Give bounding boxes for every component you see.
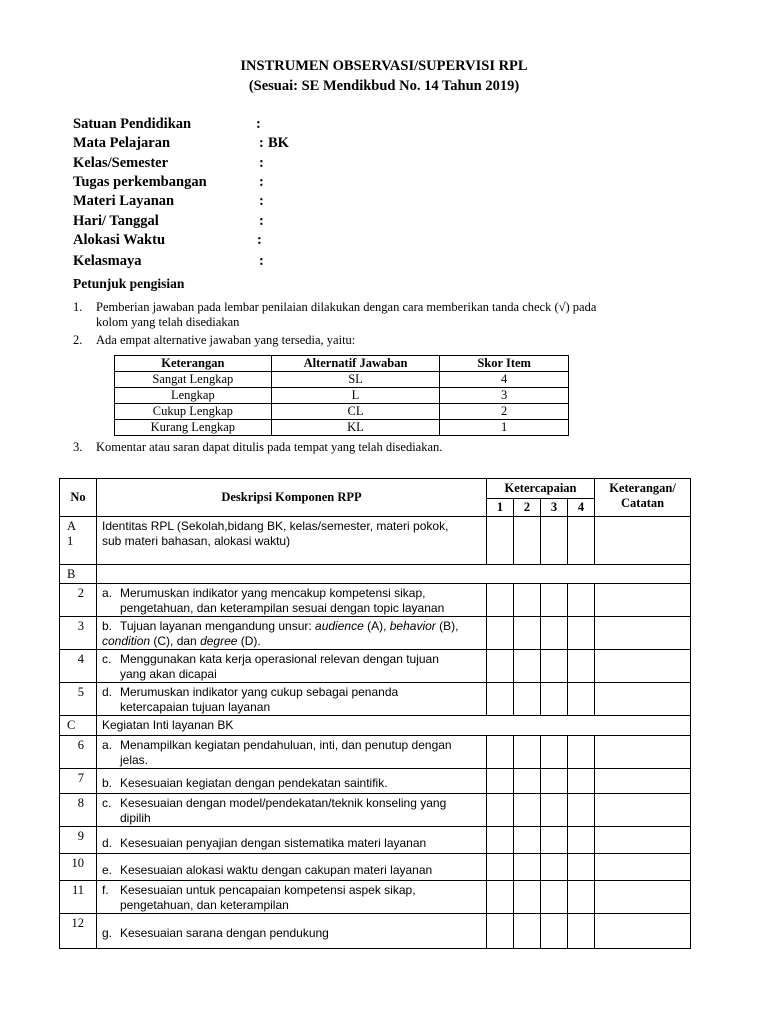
score-cell-4[interactable] xyxy=(568,650,595,683)
item-letter: f. xyxy=(102,883,109,897)
score-cell-1[interactable] xyxy=(487,683,514,716)
table-cell: L xyxy=(271,388,440,404)
table-cell: SL xyxy=(271,372,440,388)
notes-cell[interactable] xyxy=(595,854,691,881)
table-row xyxy=(60,517,691,565)
instruction-number: 3. xyxy=(73,440,83,454)
score-cell-3[interactable] xyxy=(541,881,568,914)
row-description xyxy=(97,769,487,794)
score-cell-1[interactable] xyxy=(487,827,514,854)
score-cell-4[interactable] xyxy=(568,683,595,716)
score-cell-4[interactable] xyxy=(568,794,595,827)
table-cell: 4 xyxy=(440,372,569,388)
score-cell-1[interactable] xyxy=(487,854,514,881)
table-cell: CL xyxy=(271,404,440,420)
row-description xyxy=(97,683,487,716)
notes-cell[interactable] xyxy=(595,517,691,565)
score-cell-3[interactable] xyxy=(541,517,568,565)
score-cell-1[interactable] xyxy=(487,736,514,769)
table-cell: KL xyxy=(271,420,440,436)
instruction-item xyxy=(73,333,693,349)
header-score-4: 4 xyxy=(568,499,595,517)
instructions-title: Petunjuk pengisian xyxy=(73,276,185,291)
description-line: dipilih xyxy=(120,811,151,825)
score-cell-3[interactable] xyxy=(541,584,568,617)
description-line: ketercapaian tujuan layanan xyxy=(120,700,271,714)
score-cell-1[interactable] xyxy=(487,517,514,565)
field-label: Satuan Pendidikan xyxy=(73,116,192,132)
score-cell-1[interactable] xyxy=(487,794,514,827)
row-number: 11 xyxy=(60,881,97,914)
description-line: Kesesuaian kegiatan dengan pendekatan saintifik. xyxy=(120,776,388,790)
row-description: Kegiatan Inti layanan BK xyxy=(97,716,691,736)
header-no: No xyxy=(60,479,97,517)
description-line: jelas. xyxy=(120,753,149,767)
table-cell: 2 xyxy=(440,404,569,420)
score-cell-3[interactable] xyxy=(541,736,568,769)
header-keterangan-line1: Keterangan/ xyxy=(609,481,676,495)
instruction-text: kolom yang telah disediakan xyxy=(96,315,240,329)
score-cell-4[interactable] xyxy=(568,584,595,617)
notes-cell[interactable] xyxy=(595,650,691,683)
item-letter: c. xyxy=(102,796,112,810)
table-row xyxy=(60,617,691,650)
header-keterangan-line2: Catatan xyxy=(621,496,665,510)
description-line: Merumuskan indikator yang mencakup kompetensi sikap, xyxy=(120,586,426,600)
instruction-text: Ada empat alternative jawaban yang tersedia, yaitu: xyxy=(96,333,356,347)
observation-table xyxy=(59,478,691,949)
row-description xyxy=(97,517,487,565)
score-cell-2[interactable] xyxy=(514,517,541,565)
alternative-answer-table xyxy=(114,355,569,436)
table-cell: Lengkap xyxy=(115,388,272,404)
notes-cell[interactable] xyxy=(595,683,691,716)
header-alternatif-jawaban: Alternatif Jawaban xyxy=(271,356,440,372)
score-cell-2[interactable] xyxy=(514,584,541,617)
description-line: Menggunakan kata kerja operasional relevan dengan tujuan xyxy=(120,652,439,666)
score-cell-2[interactable] xyxy=(514,914,541,949)
field-label: Kelas/Semester xyxy=(73,155,169,171)
instruction-text: Pemberian jawaban pada lembar penilaian dilakukan dengan cara memberikan tanda check (√) pada xyxy=(96,300,597,314)
score-cell-2[interactable] xyxy=(514,650,541,683)
row-description xyxy=(97,650,487,683)
table-row xyxy=(115,404,569,420)
field-colon: : xyxy=(259,213,264,229)
score-cell-3[interactable] xyxy=(541,769,568,794)
table-row xyxy=(115,388,569,404)
score-cell-1[interactable] xyxy=(487,881,514,914)
header-score-3: 3 xyxy=(541,499,568,517)
header-keterangan: Keterangan xyxy=(115,356,272,372)
score-cell-1[interactable] xyxy=(487,769,514,794)
row-number: 5 xyxy=(60,683,97,716)
row-number: 8 xyxy=(60,794,97,827)
description-line: Menampilkan kegiatan pendahuluan, inti, dan penutup dengan xyxy=(120,738,452,752)
field-colon: : xyxy=(257,232,262,248)
row-number: 4 xyxy=(60,650,97,683)
notes-cell[interactable] xyxy=(595,881,691,914)
item-letter: a. xyxy=(102,586,113,600)
notes-cell[interactable] xyxy=(595,736,691,769)
notes-cell[interactable] xyxy=(595,617,691,650)
score-cell-2[interactable] xyxy=(514,854,541,881)
field-colon: : xyxy=(259,135,264,151)
item-letter: b. xyxy=(102,619,113,633)
notes-cell[interactable] xyxy=(595,914,691,949)
description-line: Merumuskan indikator yang cukup sebagai penanda xyxy=(120,685,399,699)
table-row xyxy=(60,683,691,716)
description-line: Kesesuaian dengan model/pendekatan/teknik konseling yang xyxy=(120,796,447,810)
score-cell-4[interactable] xyxy=(568,617,595,650)
score-cell-2[interactable] xyxy=(514,683,541,716)
description-line: Kesesuaian penyajian dengan sistematika materi layanan xyxy=(120,836,427,850)
table-cell: 1 xyxy=(440,420,569,436)
document-subtitle: (Sesuai: SE Mendikbud No. 14 Tahun 2019) xyxy=(248,78,520,94)
notes-cell[interactable] xyxy=(595,827,691,854)
table-row xyxy=(60,565,691,584)
table-header-row xyxy=(115,356,569,372)
description-line: Kesesuaian sarana dengan pendukung xyxy=(120,925,329,940)
score-cell-3[interactable] xyxy=(541,794,568,827)
header-score-2: 2 xyxy=(514,499,541,517)
instruction-text: Komentar atau saran dapat ditulis pada tempat yang telah disediakan. xyxy=(96,440,443,454)
score-cell-3[interactable] xyxy=(541,650,568,683)
row-number: C xyxy=(60,716,97,736)
row-number: 3 xyxy=(60,617,97,650)
row-description xyxy=(97,736,487,769)
row-number: 2 xyxy=(60,584,97,617)
row-number: 9 xyxy=(60,827,97,854)
score-cell-3[interactable] xyxy=(541,914,568,949)
description-line: condition (C), dan degree (D). xyxy=(102,634,261,648)
row-description xyxy=(97,854,487,881)
row-description xyxy=(97,794,487,827)
table-row xyxy=(60,794,691,827)
row-number: B xyxy=(60,565,97,584)
table-row xyxy=(60,650,691,683)
notes-cell[interactable] xyxy=(595,794,691,827)
field-label: Hari/ Tanggal xyxy=(73,213,159,229)
score-cell-2[interactable] xyxy=(514,881,541,914)
table-header-row xyxy=(60,479,691,499)
table-row xyxy=(60,854,691,881)
table-row xyxy=(60,584,691,617)
description-line: sub materi bahasan, alokasi waktu) xyxy=(102,534,291,548)
instruction-item xyxy=(73,440,693,456)
table-row xyxy=(60,736,691,769)
field-label: Mata Pelajaran xyxy=(73,135,171,151)
score-cell-2[interactable] xyxy=(514,827,541,854)
row-number: A 1 xyxy=(60,517,97,565)
table-row xyxy=(60,827,691,854)
description-line: Kesesuaian alokasi waktu dengan cakupan materi layanan xyxy=(120,863,433,877)
header-skor-item: Skor Item xyxy=(440,356,569,372)
score-cell-4[interactable] xyxy=(568,517,595,565)
notes-cell[interactable] xyxy=(595,584,691,617)
score-cell-1[interactable] xyxy=(487,617,514,650)
score-cell-1[interactable] xyxy=(487,584,514,617)
field-label: Alokasi Waktu xyxy=(73,232,166,248)
table-row xyxy=(60,914,691,949)
row-description xyxy=(97,827,487,854)
item-letter: b. xyxy=(102,776,113,790)
row-description xyxy=(97,881,487,914)
description-line: Kesesuaian untuk pencapaian kompetensi aspek sikap, xyxy=(120,883,416,897)
table-row xyxy=(115,372,569,388)
field-colon: : xyxy=(259,253,264,269)
item-letter: a. xyxy=(102,738,113,752)
header-deskripsi: Deskripsi Komponen RPP xyxy=(97,479,487,517)
description-line: Tujuan layanan mengandung unsur: audience (A), behavior (B), xyxy=(120,619,459,633)
row-description xyxy=(97,565,691,584)
header-score-1: 1 xyxy=(487,499,514,517)
table-cell: 3 xyxy=(440,388,569,404)
item-letter: c. xyxy=(102,652,112,666)
score-cell-3[interactable] xyxy=(541,683,568,716)
field-colon: : xyxy=(259,193,264,209)
score-cell-2[interactable] xyxy=(514,736,541,769)
description-line: yang akan dicapai xyxy=(120,667,217,681)
table-row xyxy=(60,769,691,794)
score-cell-2[interactable] xyxy=(514,617,541,650)
score-cell-2[interactable] xyxy=(514,794,541,827)
notes-cell[interactable] xyxy=(595,769,691,794)
score-cell-4[interactable] xyxy=(568,769,595,794)
score-cell-3[interactable] xyxy=(541,854,568,881)
row-description xyxy=(97,617,487,650)
score-cell-1[interactable] xyxy=(487,650,514,683)
instruction-number: 1. xyxy=(73,300,83,314)
score-cell-3[interactable] xyxy=(541,827,568,854)
score-cell-4[interactable] xyxy=(568,827,595,854)
row-number: 7 xyxy=(60,769,97,794)
score-cell-4[interactable] xyxy=(568,914,595,949)
row-number: 12 xyxy=(60,914,97,949)
field-label: Kelasmaya xyxy=(73,253,142,269)
score-cell-4[interactable] xyxy=(568,854,595,881)
row-description xyxy=(97,584,487,617)
table-row xyxy=(60,881,691,914)
header-ketercapaian: Ketercapaian xyxy=(487,479,595,499)
field-colon: : xyxy=(256,116,261,132)
row-description xyxy=(97,914,487,949)
table-row xyxy=(60,716,691,736)
item-letter: g. xyxy=(102,925,113,940)
table-cell: Kurang Lengkap xyxy=(115,420,272,436)
description-line: Identitas RPL (Sekolah,bidang BK, kelas/semester, materi pokok, xyxy=(102,519,449,533)
field-label: Tugas perkembangan xyxy=(73,174,207,190)
table-cell: Cukup Lengkap xyxy=(115,404,272,420)
item-letter: d. xyxy=(102,836,113,850)
score-cell-1[interactable] xyxy=(487,914,514,949)
table-row xyxy=(115,420,569,436)
field-colon: : xyxy=(259,155,264,171)
header-keterangan-catatan xyxy=(595,479,691,517)
item-letter: d. xyxy=(102,685,113,699)
item-letter: e. xyxy=(102,863,113,877)
row-number: 6 xyxy=(60,736,97,769)
field-colon: : xyxy=(259,174,264,190)
score-cell-3[interactable] xyxy=(541,617,568,650)
score-cell-2[interactable] xyxy=(514,769,541,794)
document-title: INSTRUMEN OBSERVASI/SUPERVISI RPL xyxy=(240,58,528,74)
table-cell: Sangat Lengkap xyxy=(115,372,272,388)
description-line: pengetahuan, dan keterampilan sesuai dengan topic layanan xyxy=(120,601,445,615)
field-value: BK xyxy=(268,135,289,151)
instruction-item xyxy=(73,300,693,332)
score-cell-4[interactable] xyxy=(568,736,595,769)
field-label: Materi Layanan xyxy=(73,193,175,209)
description-line: pengetahuan, dan keterampilan xyxy=(120,898,289,912)
row-number: 10 xyxy=(60,854,97,881)
instruction-number: 2. xyxy=(73,333,83,347)
score-cell-4[interactable] xyxy=(568,881,595,914)
